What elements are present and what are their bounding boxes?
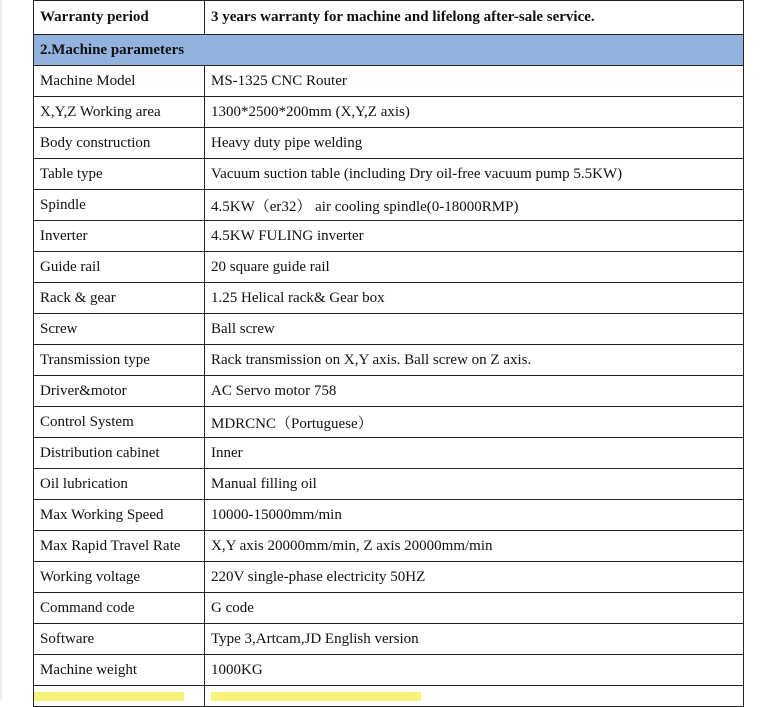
table-row	[34, 531, 744, 562]
param-label: Body construction	[34, 128, 205, 159]
param-label: Rack & gear	[34, 283, 205, 314]
param-label: Software	[34, 624, 205, 655]
param-label: Control System	[34, 407, 205, 438]
param-label: Distribution cabinet	[34, 438, 205, 469]
param-value: Manual filling oil	[205, 469, 744, 500]
param-label: Guide rail	[34, 252, 205, 283]
warranty-label: Warranty period	[34, 1, 205, 35]
table-row	[34, 345, 744, 376]
table-row	[34, 500, 744, 531]
table-row	[34, 66, 744, 97]
table-row	[34, 469, 744, 500]
param-label: Spindle	[34, 190, 205, 221]
param-label: Driver&motor	[34, 376, 205, 407]
param-label: Working voltage	[34, 562, 205, 593]
param-value: Heavy duty pipe welding	[205, 128, 744, 159]
section-header-row	[34, 35, 744, 66]
param-value: Type 3,Artcam,JD English version	[205, 624, 744, 655]
param-value: Ball screw	[205, 314, 744, 345]
param-value: Vacuum suction table (including Dry oil-free vacuum pump 5.5KW)	[205, 159, 744, 190]
table-row	[34, 376, 744, 407]
param-label: X,Y,Z Working area	[34, 97, 205, 128]
param-value: 20 square guide rail	[205, 252, 744, 283]
param-value: MDRCNC（Portuguese）	[205, 407, 744, 438]
table-row	[34, 128, 744, 159]
table-row	[34, 283, 744, 314]
spec-table-body	[34, 1, 744, 707]
table-row	[34, 97, 744, 128]
param-value: 10000-15000mm/min	[205, 500, 744, 531]
param-value: 1000KG	[205, 655, 744, 686]
param-value: 1300*2500*200mm (X,Y,Z axis)	[205, 97, 744, 128]
warranty-value: 3 years warranty for machine and lifelong after-sale service.	[205, 1, 744, 35]
table-row	[34, 655, 744, 686]
param-value: 4.5KW（er32） air cooling spindle(0-18000RMP)	[205, 190, 744, 221]
table-row	[34, 252, 744, 283]
param-label: Max Working Speed	[34, 500, 205, 531]
param-value: G code	[205, 593, 744, 624]
table-row	[34, 190, 744, 221]
table-row	[34, 562, 744, 593]
table-row	[34, 438, 744, 469]
table-row	[34, 407, 744, 438]
param-value: 1.25 Helical rack& Gear box	[205, 283, 744, 314]
cut-off-cell	[205, 686, 744, 707]
param-value: Rack transmission on X,Y axis. Ball screw on Z axis.	[205, 345, 744, 376]
spec-sheet	[33, 0, 743, 707]
table-row	[34, 593, 744, 624]
cut-off-row	[34, 686, 744, 707]
param-value: X,Y axis 20000mm/min, Z axis 20000mm/min	[205, 531, 744, 562]
cut-off-cell	[34, 686, 205, 707]
param-label: Machine Model	[34, 66, 205, 97]
param-value: AC Servo motor 758	[205, 376, 744, 407]
param-label: Screw	[34, 314, 205, 345]
param-label: Transmission type	[34, 345, 205, 376]
table-row	[34, 221, 744, 252]
table-row	[34, 314, 744, 345]
warranty-row	[34, 1, 744, 35]
param-value: Inner	[205, 438, 744, 469]
param-value: 220V single-phase electricity 50HZ	[205, 562, 744, 593]
param-label: Max Rapid Travel Rate	[34, 531, 205, 562]
param-label: Oil lubrication	[34, 469, 205, 500]
param-label: Command code	[34, 593, 205, 624]
section-title: 2.Machine parameters	[34, 35, 744, 66]
param-label: Inverter	[34, 221, 205, 252]
page-edge	[0, 0, 2, 700]
table-row	[34, 624, 744, 655]
param-label: Machine weight	[34, 655, 205, 686]
param-value: MS-1325 CNC Router	[205, 66, 744, 97]
table-row	[34, 159, 744, 190]
param-label: Table type	[34, 159, 205, 190]
param-value: 4.5KW FULING inverter	[205, 221, 744, 252]
machine-spec-table	[33, 0, 744, 707]
